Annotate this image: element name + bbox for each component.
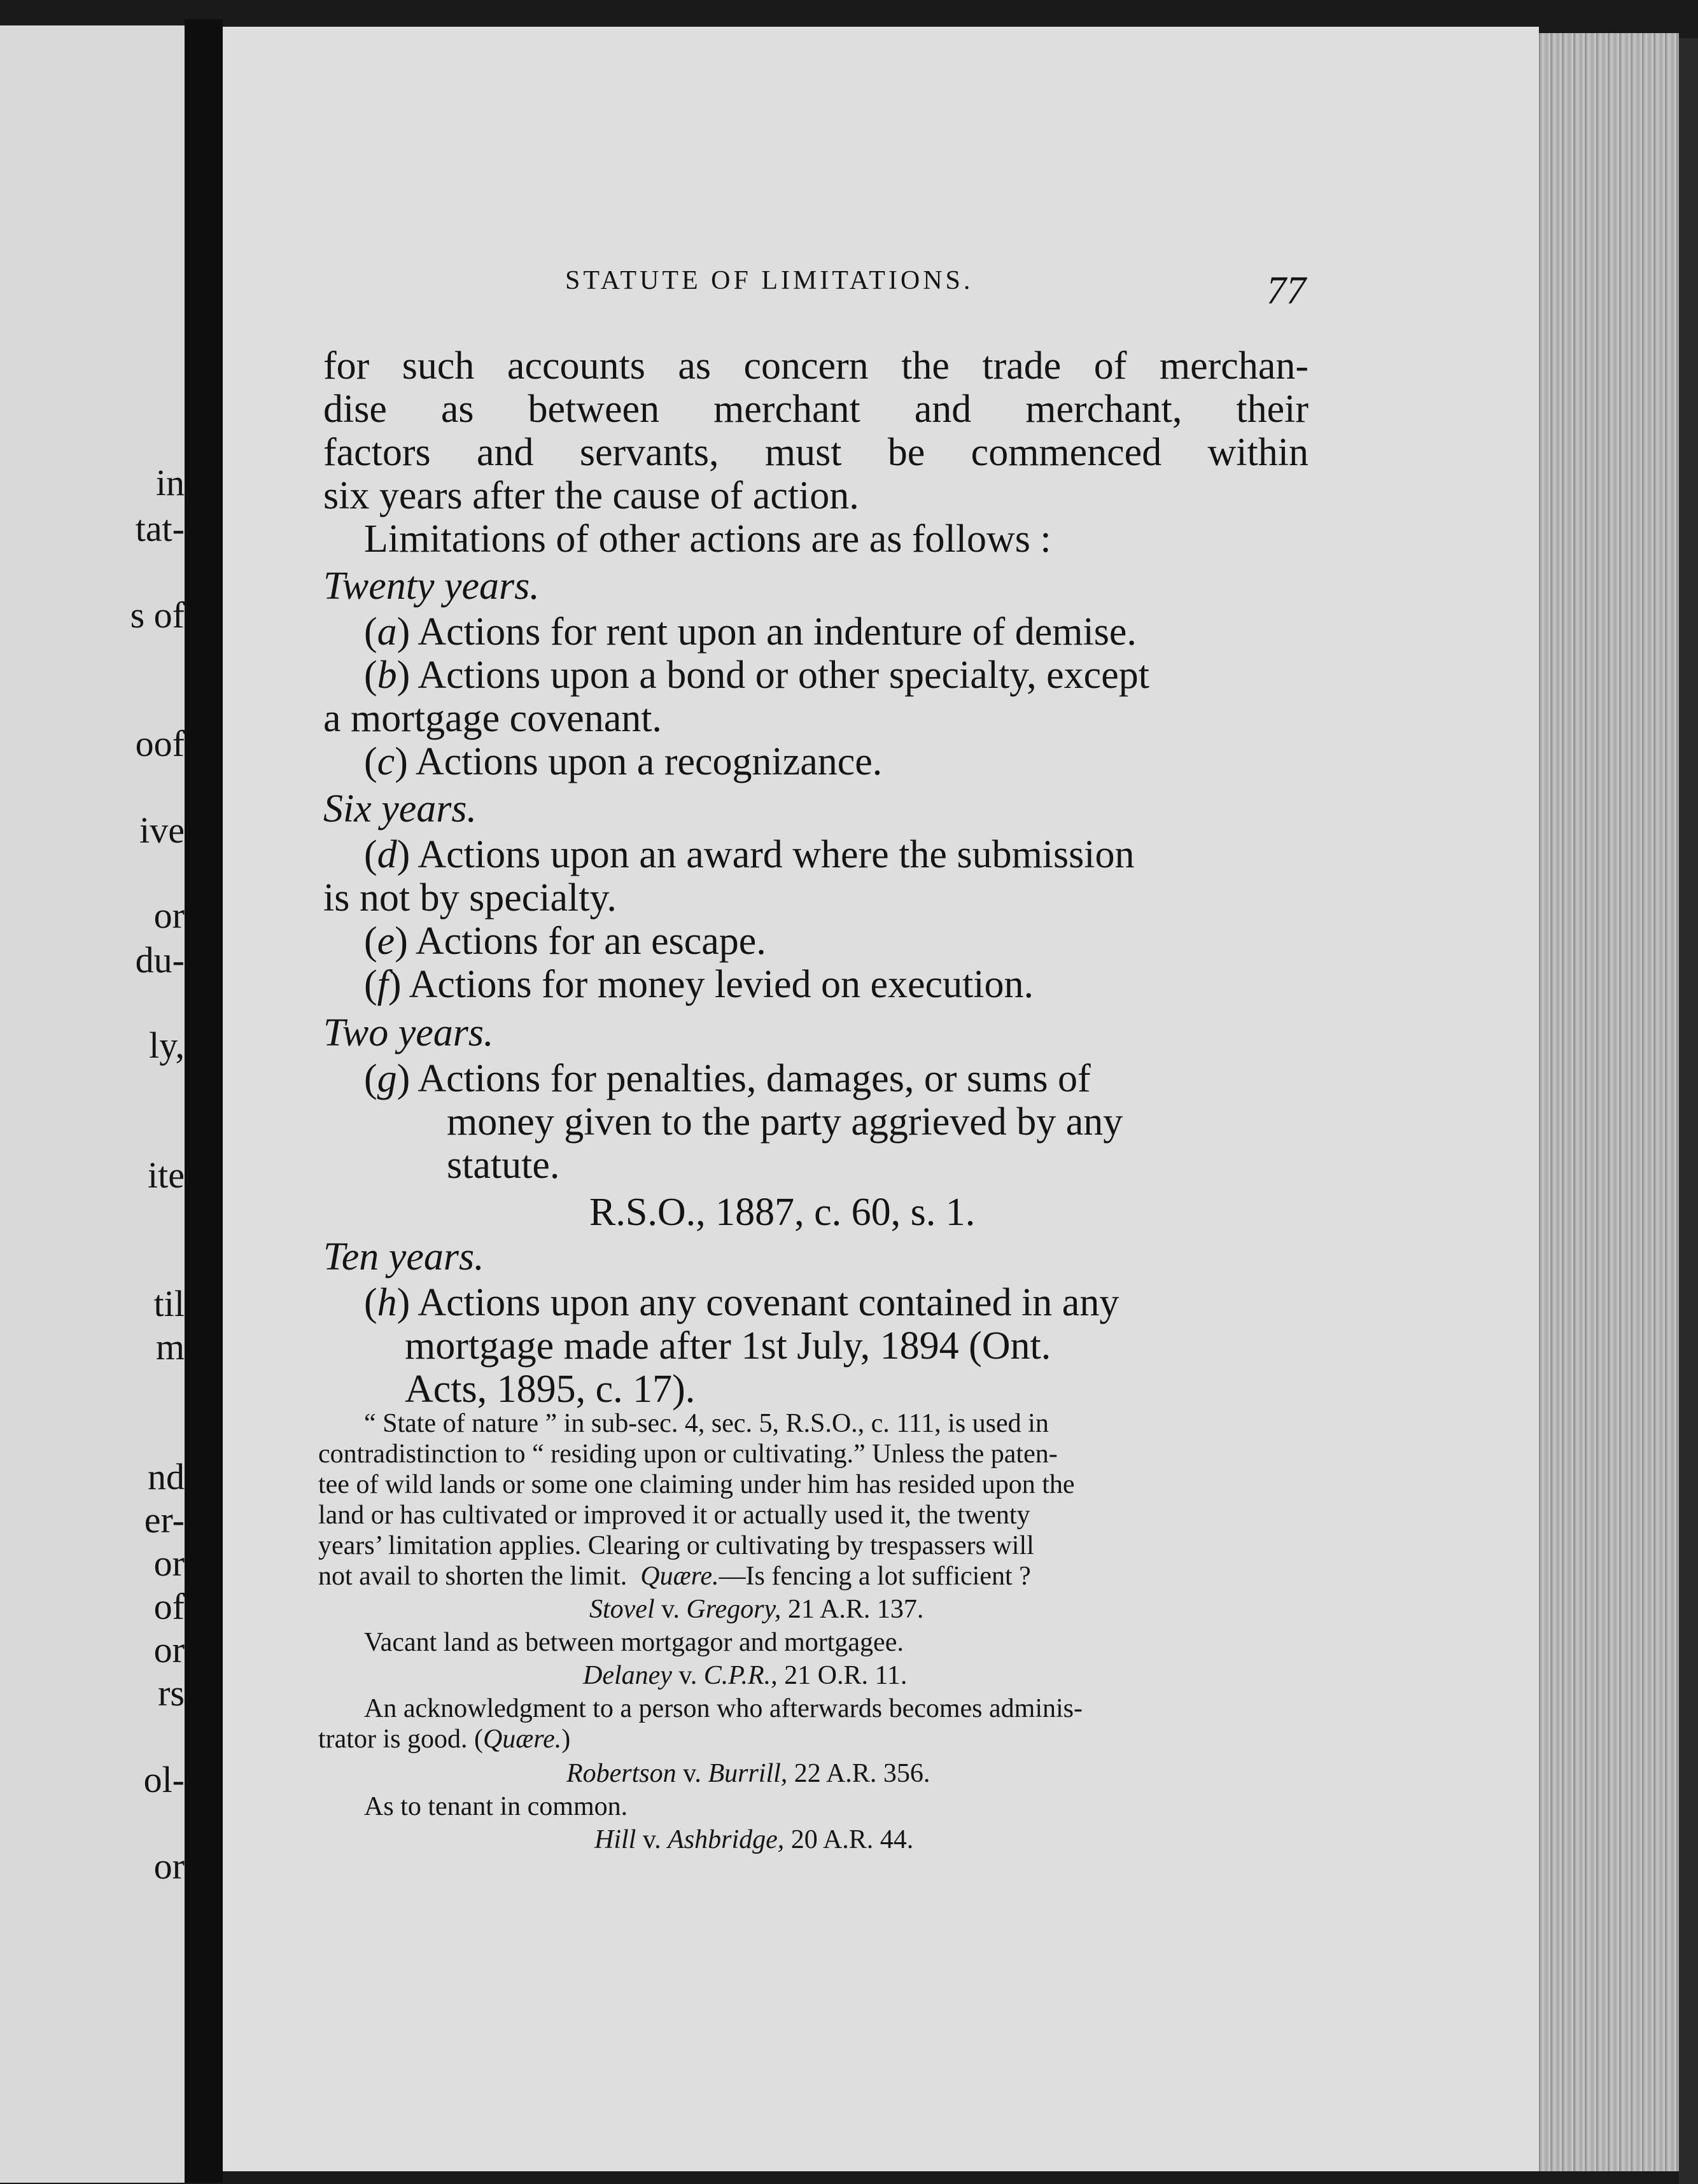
clause-a: (a) Actions for rent upon an indenture of demise. — [364, 610, 1137, 654]
clause-letter: e — [377, 920, 395, 963]
book-gutter — [185, 19, 223, 2183]
body-line: six years after the cause of action. — [323, 474, 859, 517]
note-text: —Is fencing a lot sufficient ? — [719, 1562, 1031, 1591]
section-heading-two-years: Two years. — [323, 1011, 494, 1054]
case-citation — [589, 1596, 923, 1623]
section-heading-twenty-years: Twenty years. — [323, 564, 540, 608]
case-reference: 21 A.R. 137. — [787, 1595, 924, 1624]
case-party: C.P.R., — [703, 1661, 778, 1690]
case-name: Stovel — [589, 1595, 655, 1624]
case-name: Delaney — [583, 1661, 672, 1690]
left-fragment: s of — [130, 594, 185, 636]
case-reference: 22 A.R. 356. — [794, 1759, 930, 1788]
left-fragment: or — [153, 895, 185, 936]
left-fragment: ite — [148, 1154, 185, 1196]
case-party: Gregory, — [686, 1595, 782, 1624]
body-line: is not by specialty. — [323, 876, 617, 920]
left-fragment: ol- — [143, 1759, 185, 1800]
clause-text: Actions for money levied on execution. — [409, 963, 1034, 1006]
clause-letter: d — [377, 833, 397, 876]
note-quaere: Quære. — [482, 1725, 562, 1754]
case-name: Robertson — [566, 1759, 677, 1788]
left-fragment: or — [153, 1629, 185, 1670]
left-fragment: tat- — [135, 508, 185, 549]
clause-letter: c — [377, 740, 395, 783]
clause-text: Actions for an escape. — [415, 920, 766, 963]
page-number: 77 — [1266, 269, 1306, 312]
left-facing-page — [0, 25, 185, 2183]
case-versus: v. — [642, 1825, 661, 1854]
body-line: a mortgage covenant. — [323, 697, 662, 740]
left-fragment: of — [153, 1586, 185, 1627]
note-line: tee of wild lands or some one claiming under him has resided upon the — [318, 1470, 1075, 1499]
left-fragment: in — [155, 462, 185, 503]
left-fragment: m — [155, 1326, 185, 1368]
case-party: Ashbridge, — [668, 1825, 785, 1854]
clause-b: (b) Actions upon a bond or other specialty, except — [364, 654, 1149, 697]
body-line: Limitations of other actions are as follows : — [364, 517, 1051, 561]
case-versus: v. — [683, 1759, 701, 1788]
book-edge-shadow — [1679, 38, 1698, 2184]
section-heading-ten-years: Ten years. — [323, 1235, 484, 1278]
note-line: years’ limitation applies. Clearing or cultivating by trespassers will — [318, 1531, 1034, 1560]
case-versus: v. — [661, 1595, 680, 1624]
note-quaere: Quære. — [640, 1562, 719, 1591]
note-line: “ State of nature ” in sub-sec. 4, sec. 5, R.S.O., c. 111, is used in — [364, 1409, 1049, 1438]
left-fragment: ly, — [149, 1025, 185, 1066]
body-line: factors and servants, must be commenced within — [323, 431, 1309, 474]
clause-letter: a — [377, 610, 397, 654]
body-line: Acts, 1895, c. 17). — [405, 1368, 696, 1411]
left-fragment: nd — [148, 1456, 185, 1497]
left-fragment: or — [153, 1543, 185, 1584]
left-fragment: ive — [139, 809, 185, 851]
book-page-edges — [1539, 33, 1679, 2171]
case-citation — [566, 1760, 930, 1787]
body-line: dise as between merchant and merchant, their — [323, 388, 1309, 431]
note-text: ) — [561, 1725, 571, 1754]
left-fragment: er- — [144, 1499, 185, 1541]
left-fragment: rs — [158, 1672, 185, 1714]
clause-h: (h) Actions upon any covenant contained in any — [364, 1281, 1119, 1324]
body-line: for such accounts as concern the trade of merchan- — [323, 344, 1309, 388]
left-fragment: til — [153, 1283, 185, 1324]
section-heading-six-years: Six years. — [323, 787, 477, 830]
note-text: not avail to shorten the limit. — [318, 1562, 628, 1591]
running-title: STATUTE OF LIMITATIONS. — [565, 266, 974, 295]
clause-text: Actions upon an award where the submission — [417, 833, 1135, 876]
clause-c: (c) Actions upon a recognizance. — [364, 740, 883, 783]
body-line: mortgage made after 1st July, 1894 (Ont. — [405, 1324, 1051, 1368]
left-fragment: du- — [135, 939, 185, 981]
body-line: statute. — [447, 1144, 560, 1187]
case-party: Burrill, — [708, 1759, 788, 1788]
case-citation — [594, 1826, 913, 1853]
body-line: money given to the party aggrieved by any — [447, 1100, 1123, 1144]
case-reference: 21 O.R. 11. — [784, 1661, 908, 1690]
clause-letter: h — [377, 1281, 397, 1324]
case-reference: 20 A.R. 44. — [790, 1825, 914, 1854]
note-line — [318, 1726, 570, 1753]
clause-letter: f — [377, 963, 388, 1006]
clause-text: Actions for rent upon an indenture of demise. — [417, 610, 1137, 654]
note-line: An acknowledgment to a person who afterwards becomes adminis- — [364, 1694, 1083, 1723]
clause-letter: g — [377, 1057, 397, 1100]
left-fragment: or — [153, 1845, 185, 1887]
clause-text: Actions upon a recognizance. — [415, 740, 883, 783]
note-line: land or has cultivated or improved it or actually used it, the twenty — [318, 1501, 1030, 1530]
case-versus: v. — [678, 1661, 698, 1690]
statute-citation: R.S.O., 1887, c. 60, s. 1. — [589, 1191, 976, 1234]
note-line: As to tenant in common. — [364, 1792, 628, 1821]
clause-g: (g) Actions for penalties, damages, or sums of — [364, 1057, 1091, 1100]
case-citation — [583, 1662, 907, 1689]
clause-text: Actions for penalties, damages, or sums of — [417, 1057, 1091, 1100]
note-text: trator is good. ( — [318, 1725, 483, 1754]
left-fragment: oof — [135, 723, 185, 764]
note-line — [318, 1563, 1031, 1590]
clause-text: Actions upon a bond or other specialty, except — [417, 654, 1149, 697]
case-name: Hill — [594, 1825, 636, 1854]
clause-letter: b — [377, 654, 397, 697]
note-line: contradistinction to “ residing upon or cultivating.” Unless the paten- — [318, 1439, 1058, 1469]
clause-e: (e) Actions for an escape. — [364, 920, 766, 963]
clause-f: (f) Actions for money levied on execution. — [364, 963, 1034, 1006]
clause-text: Actions upon any covenant contained in any — [417, 1281, 1119, 1324]
clause-d: (d) Actions upon an award where the submission — [364, 833, 1135, 876]
note-line: Vacant land as between mortgagor and mortgagee. — [364, 1628, 904, 1657]
